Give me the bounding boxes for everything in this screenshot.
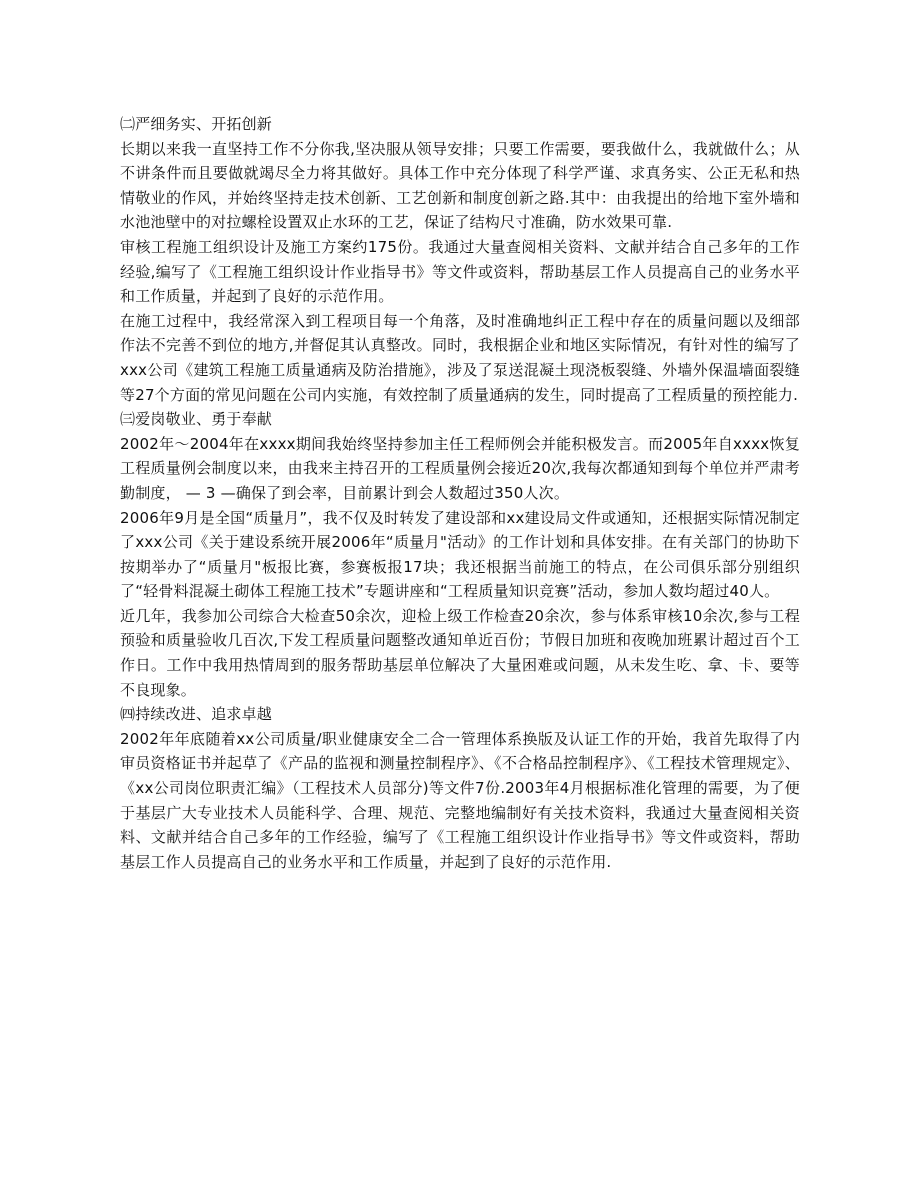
- paragraph: 长期以来我一直坚持工作不分你我,坚决服从领导安排；只要工作需要，要我做什么，我就做什么；从不讲条件而且要做就竭尽全力将其做好。具体工作中充分体现了科学严谨、求真务实、公正无私和热情敬业的作风，并始终坚持走技术创新、工艺创新和制度创新之路.其中：由我提出的给地下室外墙和水池池壁中的对拉螺栓设置双止水环的工艺，保证了结构尺寸准确，防水效果可靠.: [120, 139, 800, 232]
- paragraph: 2002年～2004年在xxxx期间我始终坚持参加主任工程师例会并能积极发言。而2005年自xxxx恢复工程质量例会制度以来，由我来主持召开的工程质量例会接近20次,我每次都通知到每个单位并严肃考勤制度， — 3 —确保了到会率，目前累计到会人数超过350人次。: [120, 434, 800, 502]
- document-body: [120, 112, 800, 874]
- section-heading: ㈢爱岗敬业、勇于奉献: [120, 410, 273, 429]
- section-heading: ㈡严细务实、开拓创新: [120, 115, 273, 133]
- paragraph: 在施工过程中，我经常深入到工程项目每一个角落，及时准确地纠正工程中存在的质量问题以及细部作法不完善不到位的地方,并督促其认真整改。同时，我根据企业和地区实际情况，有针对性的编写了xxx公司《建筑工程施工质量通病及防治措施》，涉及了泵送混凝土现浇板裂缝、外墙外保温墙面裂缝等27个方面的常见问题在公司内实施，有效控制了质量通病的发生，同时提高了工程质量的预控能力.: [120, 311, 800, 404]
- section-heading: ㈣持续改进、追求卓越: [120, 705, 273, 724]
- section-3: [120, 407, 800, 702]
- paragraph: 近几年，我参加公司综合大检查50余次，迎检上级工作检查20余次，参与体系审核10余次,参与工程预验和质量验收几百次,下发工程质量问题整改通知单近百份；节假日加班和夜晚加班累计超过百个工作日。工作中我用热情周到的服务帮助基层单位解决了大量困难或问题，从未发生吃、拿、卡、要等不良现象。: [120, 606, 800, 699]
- section-4: [120, 702, 800, 874]
- paragraph: 2002年年底随着xx公司质量/职业健康安全二合一管理体系换版及认证工作的开始，我首先取得了内审员资格证书并起草了《产品的监视和测量控制程序》、《不合格品控制程序》、《工程技术管理规定》、《xx公司岗位职责汇编》（工程技术人员部分)等文件7份.2003年4月根据标准化管理的需要，为了便于基层广大专业技术人员能科学、合理、规范、完整地编制好有关技术资料，我通过大量查阅相关资料、文献并结合自己多年的工作经验，编写了《工程施工组织设计作业指导书》等文件或资料，帮助基层工作人员提高自己的业务水平和工作质量，并起到了良好的示范作用.: [120, 729, 800, 871]
- paragraph: 审核工程施工组织设计及施工方案约175份。我通过大量查阅相关资料、文献并结合自己多年的工作经验,编写了《工程施工组织设计作业指导书》等文件或资料，帮助基层工作人员提高自己的业务水平和工作质量，并起到了良好的示范作用。: [120, 237, 800, 306]
- section-2: [120, 112, 800, 407]
- paragraph: 2006年9月是全国“质量月”，我不仅及时转发了建设部和xx建设局文件或通知，还根据实际情况制定了xxx公司《关于建设系统开展2006年“质量月"活动》的工作计划和具体安排。在有关部门的协助下按期举办了“质量月"板报比赛，参赛板报17块；我还根据当前施工的特点，在公司俱乐部分别组织了“轻骨料混凝土砌体工程施工技术”专题讲座和“工程质量知识竞赛”活动，参加人数均超过40人。: [120, 508, 800, 601]
